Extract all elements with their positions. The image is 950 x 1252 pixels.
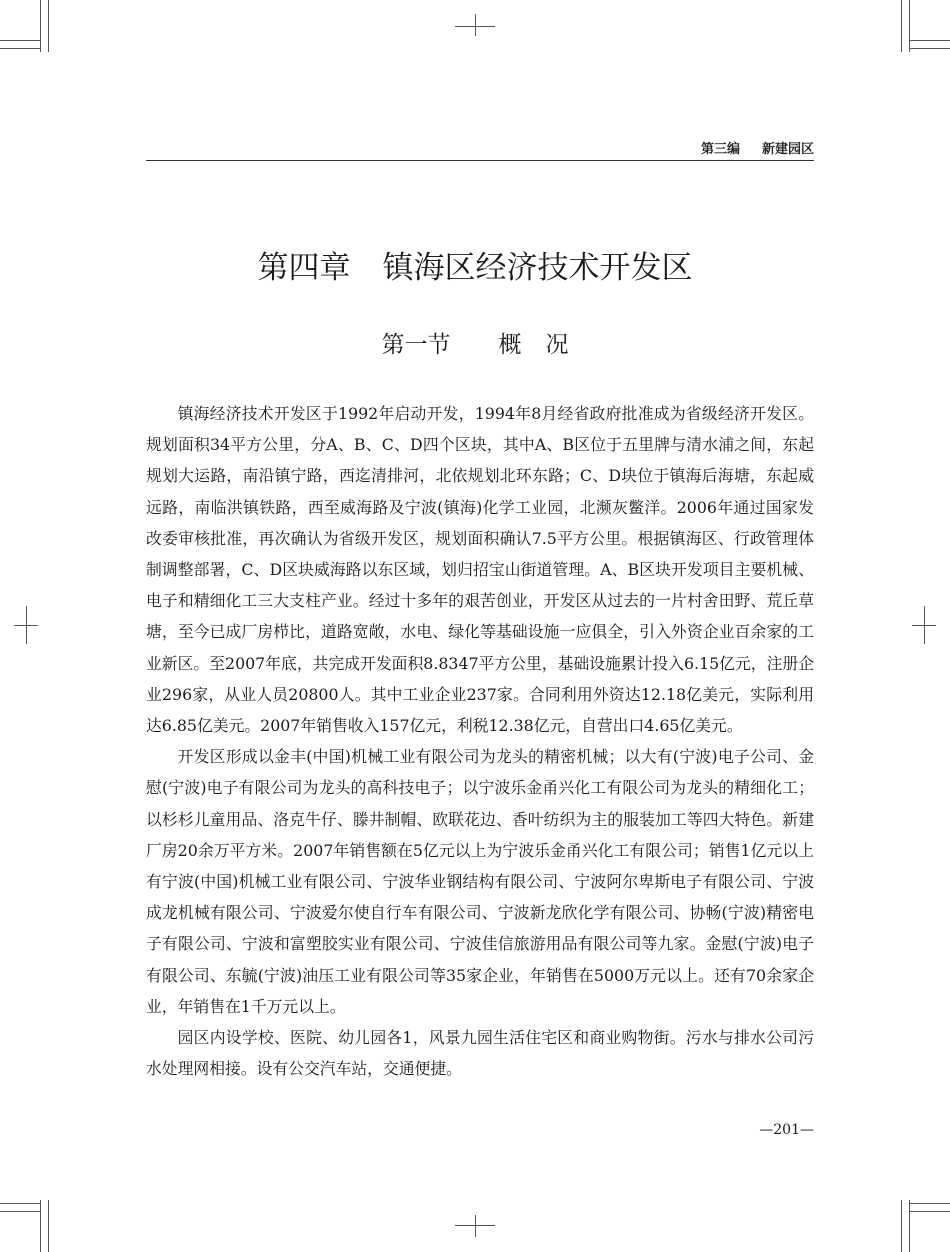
registration-mark	[475, 14, 476, 36]
section-title	[0, 326, 950, 359]
crop-mark	[910, 1203, 950, 1204]
crop-mark	[48, 1200, 49, 1252]
crop-mark	[0, 1211, 40, 1212]
crop-mark	[910, 48, 950, 49]
crop-mark	[40, 1200, 41, 1252]
header-rule	[146, 160, 814, 161]
chapter-title	[0, 242, 950, 287]
paragraph: 镇海经济技术开发区于1992年启动开发，1994年8月经省政府批准成为省级经济开发区。规划面积34平方公里，分A、B、C、D四个区块，其中A、B区位于五里牌与清水浦之间，东起规划大运路，南沿镇宁路，西迄清排河，北依规划北环东路；C、D块位于镇海后海塘，东起威远路，南临洪镇铁路，西至威海路及宁波(镇海)化学工业园，北濒灰鳖洋。2006年通过国家发改委审核批准，再次确认为省级开发区，规划面积确认7.5平方公里。根据镇海区、行政管理体制调整部署，C、D区块威海路以东区域，划归招宝山街道管理。A、B区块开发项目主要机械、电子和精细化工三大支柱产业。经过十多年的艰苦创业，开发区从过去的一片村舍田野、荒丘草塘，至今已成厂房栉比，道路宽敞，水电、绿化等基础设施一应俱全，引入外资企业百余家的工业新区。至2007年底，共完成开发面积8.8347平方公里，基础设施累计投入6.15亿元，注册企业296家，从业人员20800人。其中工业企业237家。合同利用外资达12.18亿美元，实际利用达6.85亿美元。2007年销售收入157亿元，利税12.38亿元，自营出口4.65亿美元。	[146, 404, 814, 736]
crop-mark	[909, 0, 910, 52]
crop-mark	[0, 1203, 40, 1204]
crop-mark	[0, 40, 40, 41]
crop-mark	[901, 0, 902, 52]
crop-mark	[901, 1200, 902, 1252]
crop-mark	[0, 48, 40, 49]
registration-mark	[26, 606, 27, 644]
crop-mark	[910, 1211, 950, 1212]
part-label: 第三编	[700, 142, 740, 157]
chapter-number: 第四章	[257, 250, 351, 286]
crop-mark	[910, 40, 950, 41]
chapter-name: 镇海区经济技术开发区	[382, 250, 693, 286]
section-number: 第一节	[381, 332, 451, 358]
body-text	[146, 398, 814, 1084]
page-number: —201—	[759, 1122, 814, 1138]
paragraph: 园区内设学校、医院、幼儿园各1，风景九园生活住宅区和商业购物街。污水与排水公司污水处理网相接。设有公交汽车站，交通便捷。	[146, 1028, 814, 1079]
registration-mark	[475, 1215, 476, 1237]
paragraph: 开发区形成以金丰(中国)机械工业有限公司为龙头的精密机械；以大有(宁波)电子公司、金慰(宁波)电子有限公司为龙头的高科技电子；以宁波乐金甬兴化工有限公司为龙头的精细化工；以杉杉儿童用品、洛克牛仔、滕井制帽、欧联花边、香叶纺织为主的服装加工等四大特色。新建厂房20余万平方米。2007年销售额在5亿元以上为宁波乐金甬兴化工有限公司；销售1亿元以上有宁波(中国)机械工业有限公司、宁波华业钢结构有限公司、宁波阿尔卑斯电子有限公司、宁波成龙机械有限公司、宁波爱尔使自行车有限公司、宁波新龙欣化学有限公司、协畅(宁波)精密电子有限公司、宁波和富塑胶实业有限公司、宁波佳信旅游用品有限公司等九家。金慰(宁波)电子有限公司、东毓(宁波)油压工业有限公司等35家企业，年销售在5000万元以上。还有70余家企业，年销售在1千万元以上。	[146, 747, 814, 1016]
crop-mark	[909, 1200, 910, 1252]
crop-mark	[40, 0, 41, 52]
crop-mark	[48, 0, 49, 52]
running-header	[701, 138, 814, 157]
registration-mark	[924, 606, 925, 644]
section-name: 概况	[498, 332, 593, 358]
part-title: 新建园区	[761, 142, 814, 157]
